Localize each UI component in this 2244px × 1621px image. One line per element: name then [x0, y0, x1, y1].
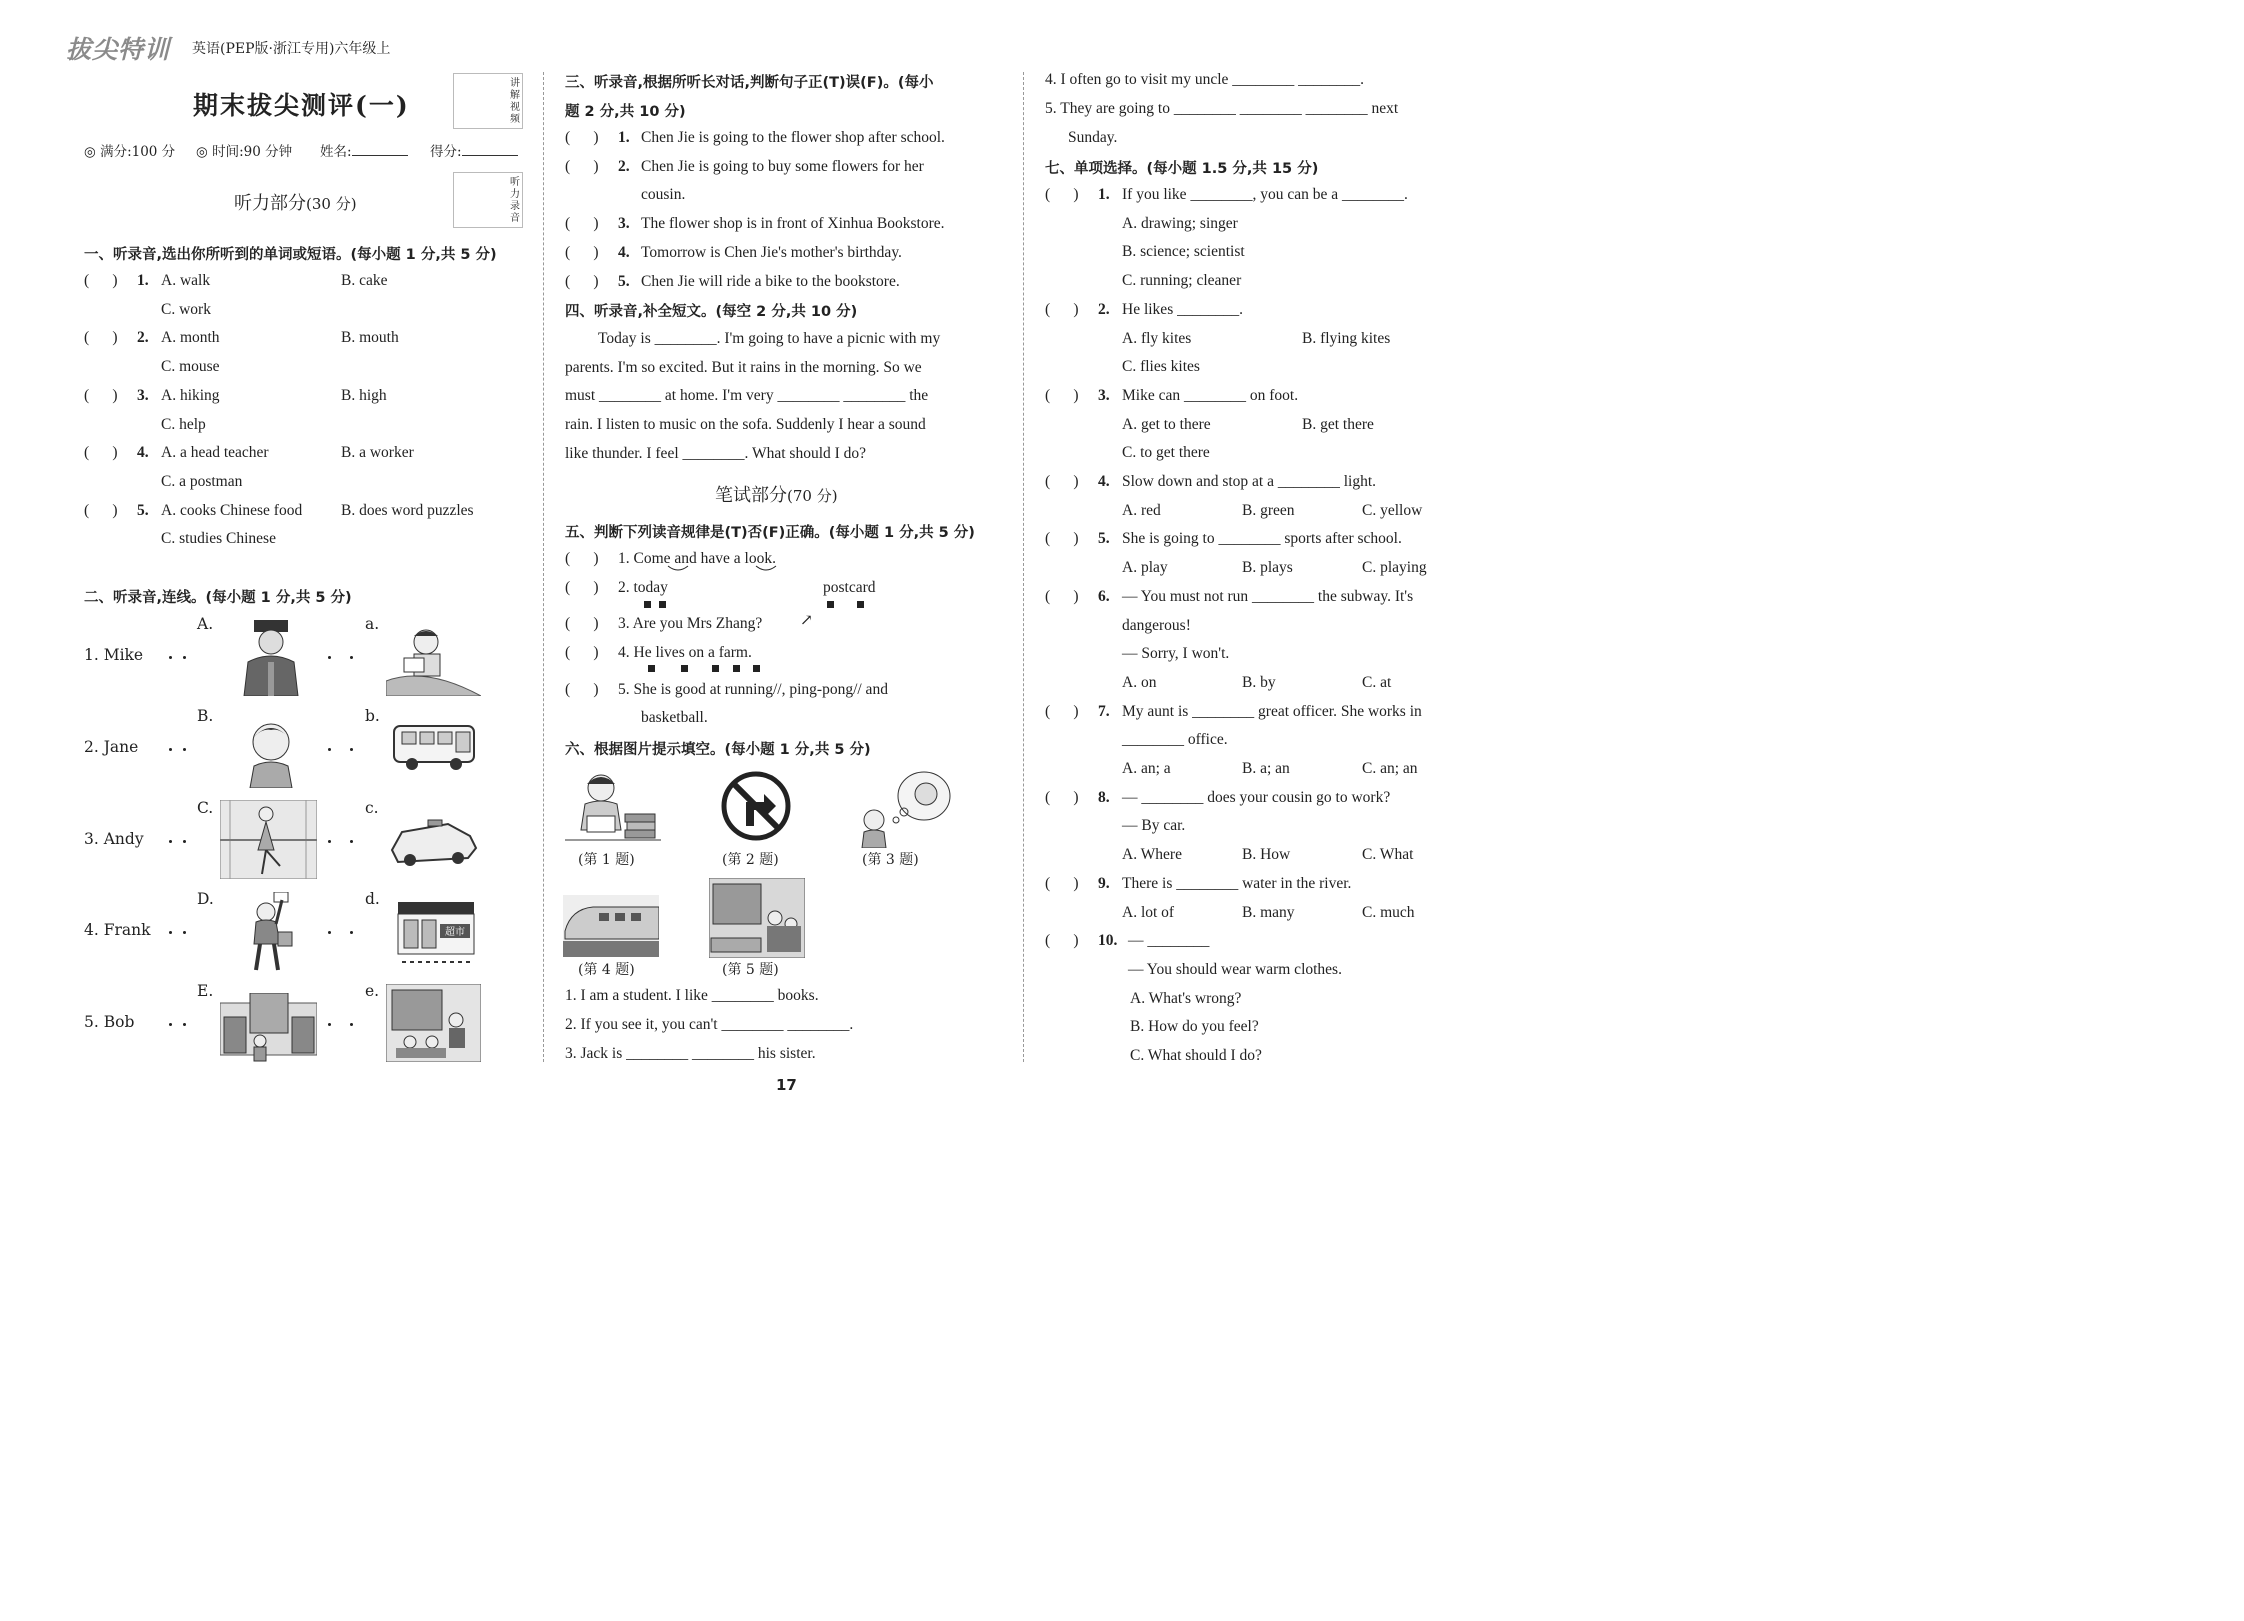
question-number: 10.: [1098, 932, 1118, 950]
match-label-d: d.: [365, 890, 380, 908]
match-label-a: a.: [365, 615, 380, 633]
section-5-heading: 五、判断下列读音规律是(T)否(F)正确。(每小题 1 分,共 5 分): [565, 525, 975, 541]
s6-line-2: 2. If you see it, you can't ________ ________.: [565, 1016, 854, 1033]
match-label-C: C.: [197, 799, 214, 817]
match-dot[interactable]: [350, 656, 353, 659]
match-dot[interactable]: [183, 656, 186, 659]
choice-option[interactable]: B. How do you feel?: [1130, 1018, 1259, 1036]
match-dot[interactable]: [183, 840, 186, 843]
statement-text: The flower shop is in front of Xinhua Bookstore.: [641, 215, 945, 233]
passage-line: Today is ________. I'm going to have a picnic with my: [598, 330, 941, 347]
postman-illustration: [240, 892, 300, 972]
caption-1: (第 1 题): [578, 852, 635, 868]
bus-illustration: [390, 722, 480, 774]
match-dot[interactable]: [183, 931, 186, 934]
question-number: 5.: [137, 501, 149, 519]
match-dot[interactable]: [169, 931, 172, 934]
choice-option[interactable]: A. lot of: [1122, 903, 1175, 921]
caption-2: (第 2 题): [722, 852, 779, 868]
choice-option[interactable]: A. Where: [1122, 846, 1182, 864]
match-name-2: 2. Jane: [84, 738, 139, 756]
question-number: 4.: [618, 243, 630, 261]
page-number: 17: [776, 1076, 797, 1094]
choice-option[interactable]: B. many: [1242, 903, 1295, 921]
option-a: A. hiking: [161, 386, 220, 404]
option-a: A. a head teacher: [161, 444, 269, 462]
qr-video-label: 讲 解 视 频: [510, 78, 520, 125]
option-c: C. help: [161, 415, 206, 433]
match-dot[interactable]: [328, 656, 331, 659]
answer-paren[interactable]: ( ): [84, 386, 118, 404]
question-number: 1.: [618, 129, 630, 146]
answer-paren[interactable]: ( ): [84, 444, 118, 462]
choice-option[interactable]: A. What's wrong?: [1130, 989, 1242, 1007]
choice-option[interactable]: B. a; an: [1242, 760, 1290, 777]
rising-intonation-icon: ↗: [800, 611, 813, 629]
section-7-heading: 七、单项选择。(每小题 1.5 分,共 15 分): [1045, 161, 1319, 177]
brand-logo: 拔尖特训: [66, 35, 171, 64]
option-a: A. walk: [161, 272, 211, 289]
option-c: C. work: [161, 300, 211, 318]
question-number: 5.: [1098, 530, 1110, 548]
match-dot[interactable]: [350, 1023, 353, 1026]
s5-q3: 3. Are you Mrs Zhang?: [618, 615, 763, 632]
answer-paren[interactable]: ( ): [1045, 874, 1079, 892]
match-name-5: 5. Bob: [84, 1013, 135, 1031]
option-b: B. does word puzzles: [341, 501, 474, 519]
choice-option[interactable]: B. green: [1242, 501, 1295, 519]
match-dot[interactable]: [169, 1023, 172, 1026]
stress-mark: [712, 665, 719, 672]
supermarket-illustration: [396, 898, 476, 966]
no-right-turn-sign: [720, 770, 792, 842]
choice-option[interactable]: C. yellow: [1362, 501, 1423, 519]
shop-sign-text: 超市: [445, 927, 465, 938]
choice-option[interactable]: C. to get there: [1122, 444, 1210, 462]
match-dot[interactable]: [328, 840, 331, 843]
stress-mark: [733, 665, 740, 672]
match-dot[interactable]: [169, 656, 172, 659]
match-label-D: D.: [197, 890, 214, 908]
question-text: There is ________ water in the river.: [1122, 874, 1352, 892]
choice-option[interactable]: C. What should I do?: [1130, 1047, 1262, 1064]
subject-label: 英语(PEP版·浙江专用)六年级上: [192, 41, 391, 57]
s5-paren[interactable]: ( ): [565, 644, 599, 661]
passage-line: must ________ at home. I'm very ________ ________ the: [565, 387, 929, 405]
statement-text: Chen Jie is going to the flower shop after school.: [641, 129, 945, 146]
boy-thinking-illustration: [856, 770, 951, 848]
answer-paren[interactable]: ( ): [84, 272, 118, 289]
match-label-c: c.: [365, 799, 379, 817]
s5-q2-postcard: postcard: [823, 579, 876, 596]
question-text: — You must not run ________ the subway. It's: [1122, 587, 1414, 605]
stress-mark: [681, 665, 688, 672]
answer-paren[interactable]: ( ): [1045, 473, 1079, 490]
policeman-illustration: [240, 620, 302, 696]
match-label-e: e.: [365, 982, 380, 1000]
option-a: A. cooks Chinese food: [161, 501, 303, 519]
passage-line: parents. I'm so excited. But it rains in the morning. So we: [565, 358, 922, 376]
caption-4: (第 4 题): [578, 962, 635, 978]
option-b: B. cake: [341, 272, 388, 289]
answer-paren[interactable]: ( ): [565, 129, 599, 146]
stress-mark: [648, 665, 655, 672]
choice-option[interactable]: C. playing: [1362, 559, 1427, 577]
answer-paren[interactable]: ( ): [1045, 702, 1079, 720]
question-text: He likes ________.: [1122, 300, 1243, 318]
option-c: C. studies Chinese: [161, 530, 276, 548]
stress-mark: [659, 601, 666, 608]
s5-paren[interactable]: ( ): [565, 579, 599, 596]
s6-line-5: 5. They are going to ________ ________ ________ next: [1045, 100, 1399, 117]
listening-title: 听力部分(30 分): [234, 193, 357, 214]
stress-mark: [753, 665, 760, 672]
match-dot[interactable]: [328, 931, 331, 934]
match-dot[interactable]: [328, 748, 331, 751]
answer-paren[interactable]: ( ): [1045, 300, 1079, 318]
s6-line-5-cont: Sunday.: [1068, 129, 1118, 146]
match-dot[interactable]: [169, 840, 172, 843]
writing-title: 笔试部分(70 分): [715, 485, 838, 506]
train-illustration: [563, 895, 659, 957]
option-c: C. a postman: [161, 472, 243, 490]
boy-portrait-illustration: [244, 718, 298, 788]
question-text-cont: ________ office.: [1122, 731, 1228, 749]
s5-q1: 1. Come and have a look.: [618, 550, 776, 567]
statement-text: Tomorrow is Chen Jie's mother's birthday.: [641, 243, 902, 261]
s5-q2-today: 2. today: [618, 579, 668, 596]
choice-option[interactable]: B. science; scientist: [1122, 243, 1245, 261]
s6-line-3: 3. Jack is ________ ________ his sister.: [565, 1045, 816, 1062]
s5-paren[interactable]: ( ): [565, 681, 599, 698]
match-dot[interactable]: [169, 748, 172, 751]
question-text: My aunt is ________ great officer. She works in: [1122, 702, 1422, 720]
match-dot[interactable]: [183, 1023, 186, 1026]
stress-mark: [857, 601, 864, 608]
answer-paren[interactable]: ( ): [84, 329, 118, 347]
option-b: B. mouth: [341, 329, 399, 347]
s6-line-4: 4. I often go to visit my uncle ________ ________.: [1045, 71, 1365, 88]
match-label-E: E.: [197, 982, 214, 1000]
question-text: Mike can ________ on foot.: [1122, 386, 1299, 404]
question-number: 4.: [1098, 473, 1110, 490]
match-label-b: b.: [365, 707, 380, 725]
option-a: A. month: [161, 329, 220, 347]
choice-option[interactable]: C. flies kites: [1122, 358, 1200, 376]
question-number: 6.: [1098, 587, 1110, 605]
choice-option[interactable]: A. fly kites: [1122, 329, 1192, 347]
answer-paren[interactable]: ( ): [1045, 386, 1079, 404]
question-text-cont: — Sorry, I won't.: [1122, 645, 1230, 663]
stress-mark: [827, 601, 834, 608]
section-4-heading: 四、听录音,补全短文。(每空 2 分,共 10 分): [565, 304, 858, 320]
name-field[interactable]: 姓名:: [320, 140, 408, 160]
choice-option[interactable]: C. an; an: [1362, 760, 1418, 777]
question-number: 4.: [137, 444, 149, 462]
question-number: 3.: [618, 215, 630, 233]
question-text: She is going to ________ sports after school.: [1122, 530, 1402, 548]
choice-option[interactable]: C. at: [1362, 673, 1392, 691]
stress-mark: [644, 601, 651, 608]
caption-5: (第 5 题): [722, 962, 779, 978]
section-3-heading: 三、听录音,根据所听长对话,判断句子正(T)误(F)。(每小 题 2 分,共 10 分): [565, 75, 934, 120]
choice-option[interactable]: C. running; cleaner: [1122, 272, 1242, 290]
choice-option[interactable]: C. What: [1362, 846, 1414, 864]
option-c: C. mouse: [161, 358, 220, 376]
s5-paren[interactable]: ( ): [565, 615, 599, 632]
choice-option[interactable]: A. drawing; singer: [1122, 214, 1238, 232]
question-text-cont: — You should wear warm clothes.: [1128, 960, 1342, 978]
match-dot[interactable]: [328, 1023, 331, 1026]
choice-option[interactable]: B. plays: [1242, 559, 1293, 577]
question-number: 5.: [618, 272, 630, 290]
question-number: 2.: [137, 329, 149, 347]
choice-option[interactable]: A. get to there: [1122, 415, 1211, 433]
taxi-illustration: [388, 818, 480, 868]
s5-paren[interactable]: ( ): [565, 550, 599, 567]
liaison-marks: [666, 562, 786, 574]
option-b: B. high: [341, 386, 387, 404]
match-dot[interactable]: [350, 931, 353, 934]
score-field[interactable]: 得分:: [430, 140, 518, 160]
match-dot[interactable]: [183, 748, 186, 751]
choice-option[interactable]: B. by: [1242, 673, 1276, 691]
question-number: 8.: [1098, 788, 1110, 806]
exam-title: 期末拔尖测评(一): [193, 91, 410, 120]
caption-3: (第 3 题): [862, 852, 919, 868]
question-number: 2.: [1098, 300, 1110, 318]
s5-q4: 4. He lives on a farm.: [618, 644, 752, 661]
question-number: 1.: [137, 272, 149, 289]
question-number: 3.: [1098, 386, 1110, 404]
classroom-illustration: [386, 984, 481, 1062]
match-name-4: 4. Frank: [84, 921, 151, 939]
question-text: Slow down and stop at a ________ light.: [1122, 473, 1377, 490]
choice-option[interactable]: A. on: [1122, 673, 1157, 691]
boy-reading-illustration: [386, 626, 481, 696]
answer-paren[interactable]: ( ): [565, 157, 599, 175]
statement-text: Chen Jie will ride a bike to the bookstore.: [641, 272, 900, 290]
answer-paren[interactable]: ( ): [1045, 530, 1079, 548]
school-gate-illustration: [220, 993, 317, 1063]
choice-option[interactable]: B. flying kites: [1302, 329, 1391, 347]
question-number: 9.: [1098, 874, 1110, 892]
choice-option[interactable]: B. How: [1242, 846, 1291, 864]
match-dot[interactable]: [350, 840, 353, 843]
s5-q5: 5. She is good at running//, ping-pong// and: [618, 681, 888, 698]
qr-audio-label: 听 力 录 音: [510, 177, 520, 224]
statement-text: Chen Jie is going to buy some flowers for her: [641, 157, 924, 175]
question-text: — ________: [1128, 932, 1210, 950]
answer-paren[interactable]: ( ): [565, 272, 599, 290]
question-text: — ________ does your cousin go to work?: [1122, 788, 1391, 806]
s5-q5-cont: basketball.: [641, 709, 708, 726]
statement-text: cousin.: [641, 186, 686, 204]
answer-paren[interactable]: ( ): [1045, 788, 1079, 806]
choice-option[interactable]: A. an; a: [1122, 760, 1171, 777]
match-name-1: 1. Mike: [84, 646, 144, 664]
answer-paren[interactable]: ( ): [565, 243, 599, 261]
answer-paren[interactable]: ( ): [84, 501, 118, 519]
question-text: If you like ________, you can be a ________.: [1122, 186, 1408, 203]
question-text-cont: — By car.: [1122, 817, 1186, 835]
passage-line: rain. I listen to music on the sofa. Suddenly I hear a sound: [565, 416, 926, 434]
question-number: 3.: [137, 386, 149, 404]
section-1-heading: 一、听录音,选出你所听到的单词或短语。(每小题 1 分,共 5 分): [84, 247, 497, 263]
dancer-girl-illustration: [220, 800, 317, 879]
match-label-B: B.: [197, 707, 214, 725]
time-limit: ◎ 时间:90 分钟: [196, 144, 293, 160]
option-b: B. a worker: [341, 444, 414, 462]
boy-books-illustration: [565, 770, 661, 848]
question-number: 2.: [618, 157, 630, 175]
choice-option[interactable]: A. play: [1122, 559, 1168, 577]
choice-option[interactable]: A. red: [1122, 501, 1161, 519]
answer-paren[interactable]: ( ): [1045, 932, 1079, 950]
family-watching-tv-illustration: [709, 878, 805, 958]
answer-paren[interactable]: ( ): [1045, 186, 1079, 203]
choice-option[interactable]: B. get there: [1302, 415, 1374, 433]
choice-option[interactable]: C. much: [1362, 903, 1415, 921]
answer-paren[interactable]: ( ): [565, 215, 599, 233]
answer-paren[interactable]: ( ): [1045, 587, 1079, 605]
match-dot[interactable]: [350, 748, 353, 751]
section-2-heading: 二、听录音,连线。(每小题 1 分,共 5 分): [84, 590, 352, 606]
question-number: 7.: [1098, 702, 1110, 720]
match-label-A: A.: [197, 615, 214, 633]
question-number: 1.: [1098, 186, 1110, 203]
full-score: ◎ 满分:100 分: [84, 144, 176, 160]
s6-line-1: 1. I am a student. I like ________ books.: [565, 987, 819, 1004]
section-6-heading: 六、根据图片提示填空。(每小题 1 分,共 5 分): [565, 742, 871, 758]
column-divider: [1023, 72, 1024, 1062]
match-name-3: 3. Andy: [84, 830, 144, 848]
column-divider: [543, 72, 544, 1062]
passage-line: like thunder. I feel ________. What should I do?: [565, 444, 867, 462]
question-text-cont: dangerous!: [1122, 616, 1191, 634]
